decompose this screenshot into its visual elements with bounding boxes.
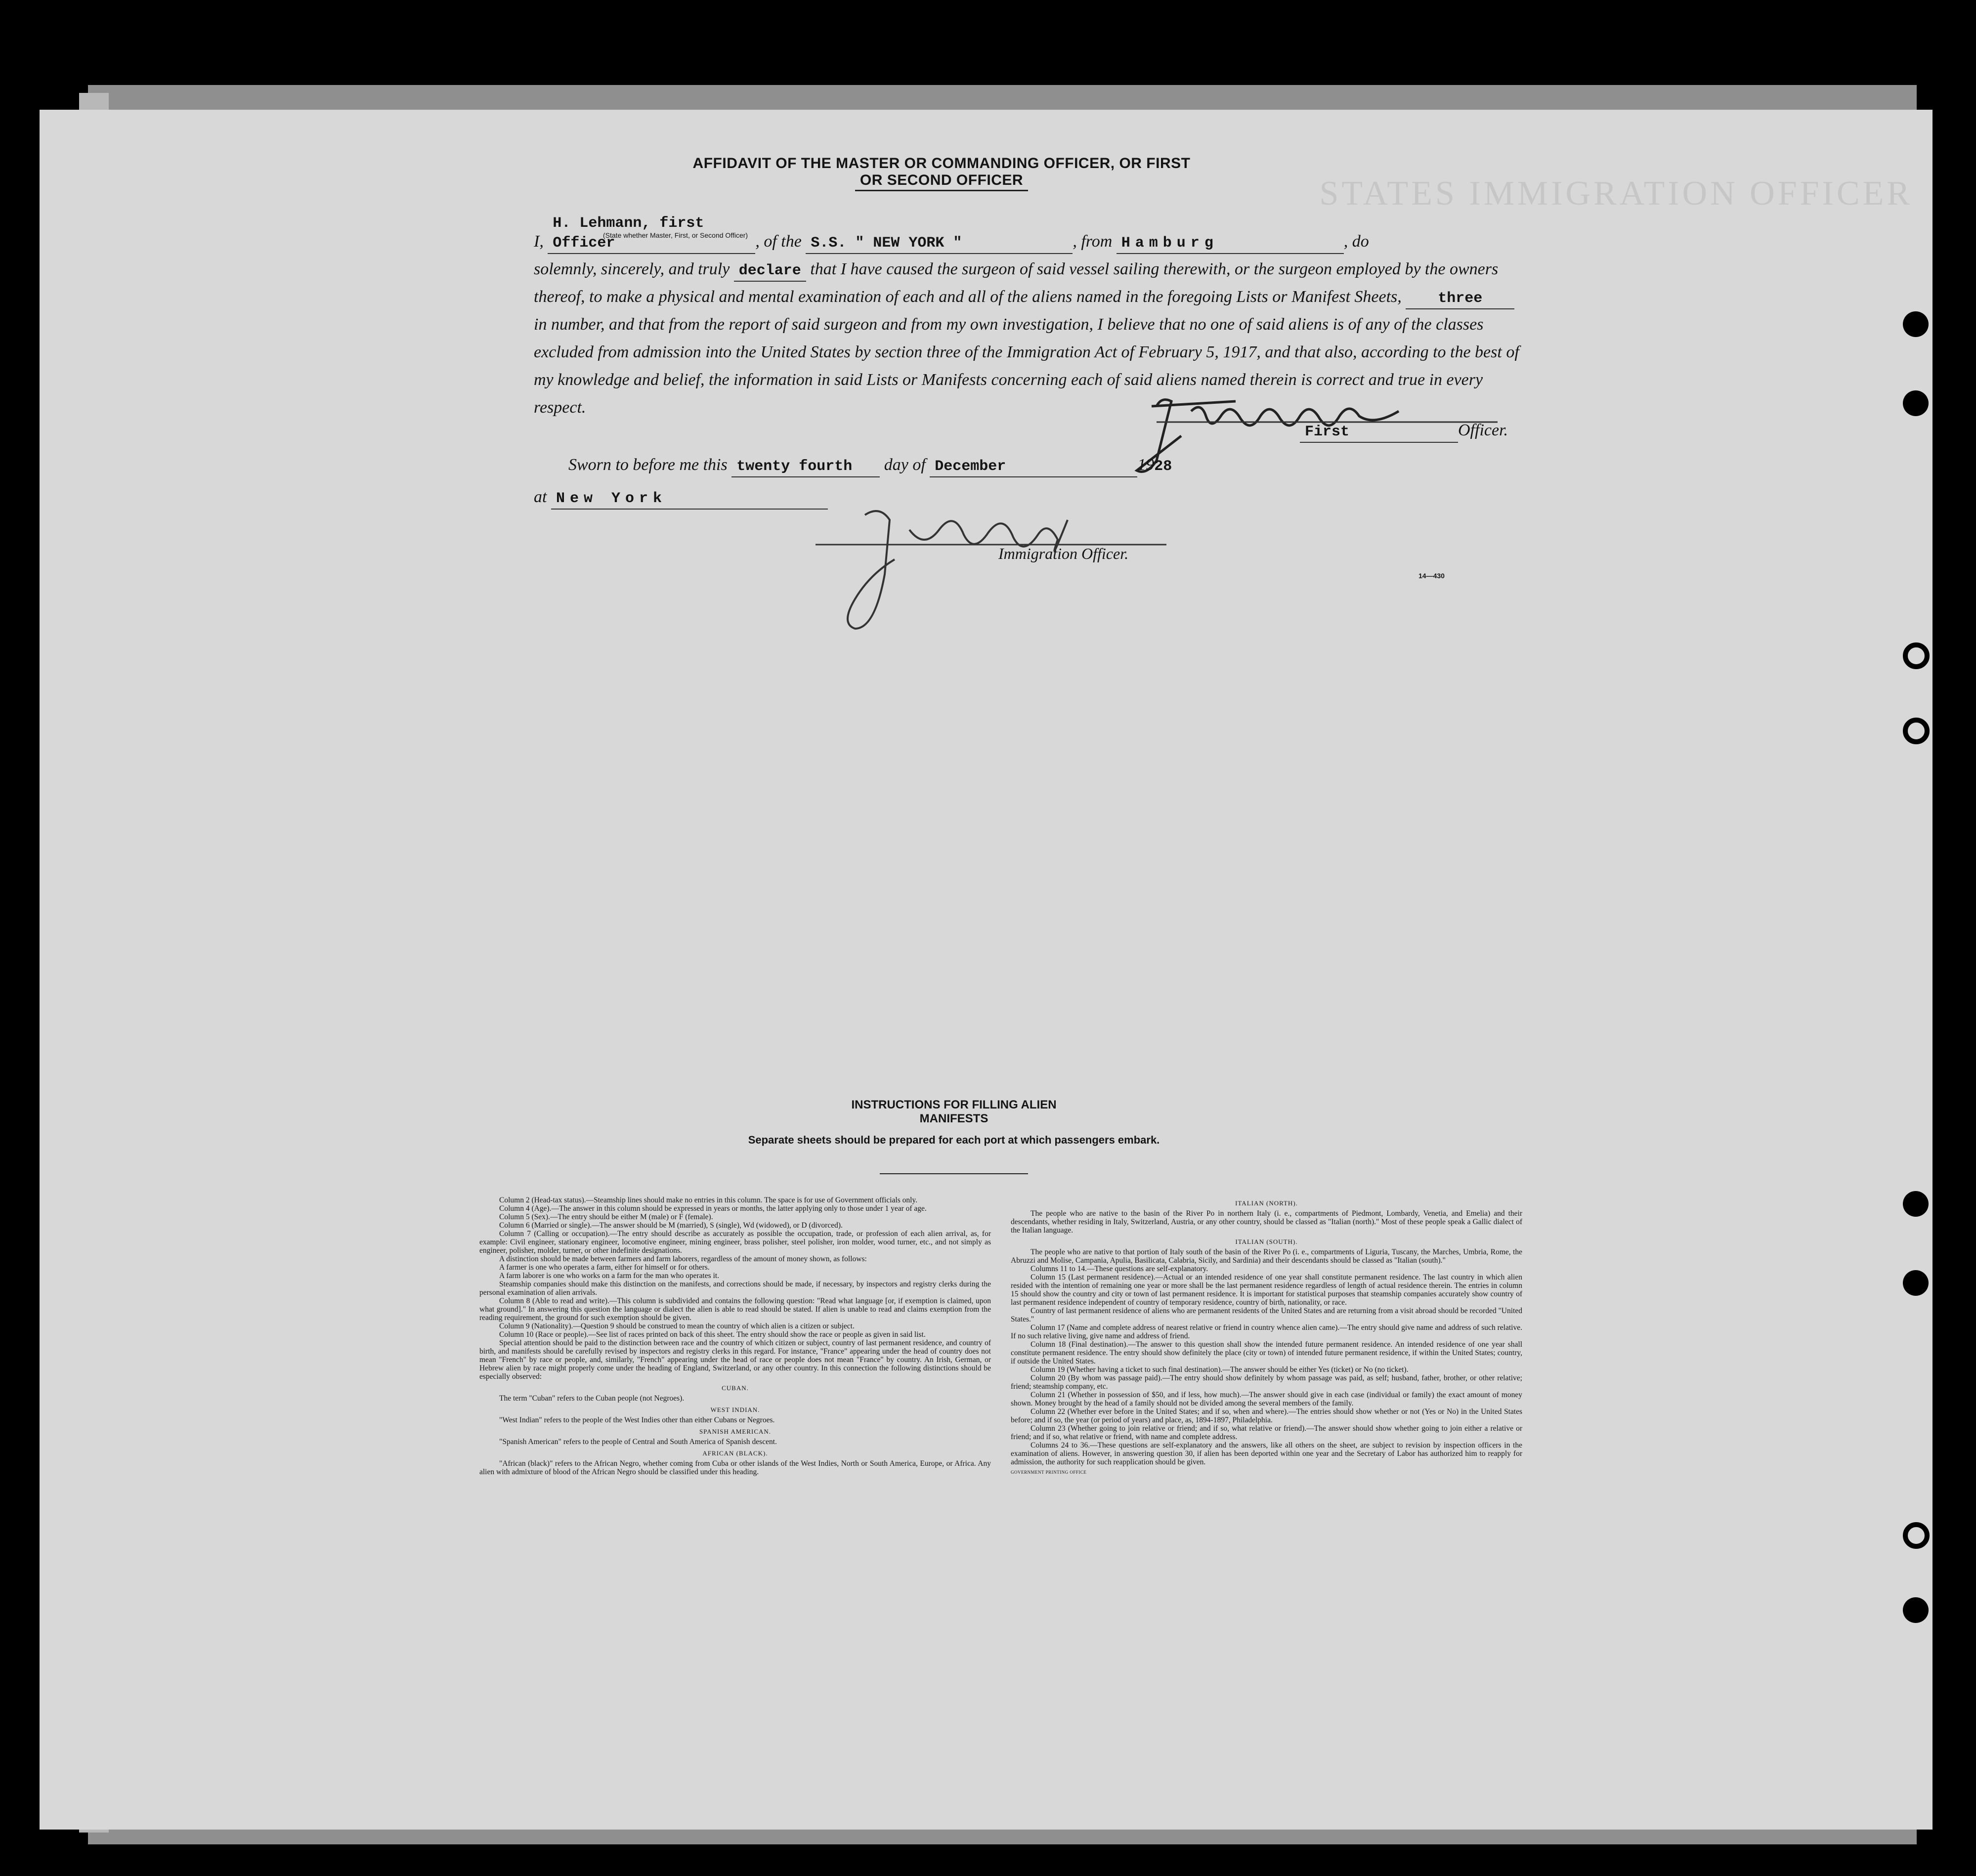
at-label: at [534,488,547,506]
instruction-paragraph: Column 18 (Final destination).—The answer to this question shall show the intended future permanent residence. An intended residence of one year shall constitute permanent residence. The entry should show definitely the place (city or town) of intended future permanent residence, if within the United States; country, if outside the United States. [1011,1340,1522,1365]
punch-hole [1903,1191,1929,1217]
section-heading: SPANISH AMERICAN. [699,1428,772,1435]
instruction-paragraph: Column 22 (Whether ever before in the United States; and if so, when and where).—The entries should show whether or not (Yes or No) in the United States before; and if so, the year (or period of years) and place, as, 1894-1897, Philadelphia. [1011,1407,1522,1424]
instruction-paragraph: The people who are native to that portion of Italy south of the basin of the River Po (i. e., compartments of Liguria, Tuscany, the Marches, Umbria, Rome, the Abruzzi and Molise, Campania, Apulia, Basilicata, Calabria, Sicily, and Sardinia) and their descendants should be classed as "Italian (south)." [1011,1248,1522,1265]
section-heading: ITALIAN (SOUTH). [1235,1238,1298,1245]
text-from: , from [1073,232,1113,251]
bleed-through-text: STATES IMMIGRATION OFFICER [1319,174,1913,213]
instruction-paragraph: Column 8 (Able to read and write).—This column is subdivided and contains the following question: "Read what language [or, if exemption is claimed, upon what ground]." In answering this question the language or dialect the alien is able to read should be stated. If alien is unable to read and claims exemption from the reading requirement, the ground for such exemption should be given. [479,1297,991,1322]
section-heading: ITALIAN (NORTH). [1235,1199,1298,1207]
text-solemnly: solemnly, sincerely, and truly [534,260,730,278]
immigration-officer-label: Immigration Officer. [998,545,1129,562]
punch-hole [1903,311,1929,337]
instruction-paragraph: Column 23 (Whether going to join relative or friend; and if so, what relative or friend).—The answer should show whether going to join either a relative or friend; and if so, what relative or friend, with name and complete address. [1011,1424,1522,1441]
instruction-paragraph: Column 15 (Last permanent residence).—Actual or an intended residence of one year shall constitute permanent residence. The last country in which alien resided with the intention of remaining one year or more shall be the last permanent residence regardless of length of actual residence therein. The entries in column 15 should show the country and city or town of last permanent residence. It is important for statistical purposes that steamship companies accurately show country of last permanent residence independent of country of temporary residence, country of birth, nationality, or race. [1011,1273,1522,1307]
port-field: Hamburg [1117,233,1344,254]
affidavit-title: AFFIDAVIT OF THE MASTER OR COMMANDING OFFICER, OR FIRST OR SECOND OFFICER [692,155,1191,188]
instruction-paragraph: Column 6 (Married or single).—The answer should be M (married), S (single), Wd (widowed), or D (divorced). [499,1221,843,1230]
instruction-paragraph: The term "Cuban" refers to the Cuban people (not Negroes). [499,1394,685,1403]
instruction-paragraph: Column 17 (Name and complete address of nearest relative or friend in country whence alien came).—The entry should give name and address of such relative. If no such relative living, give name and address of friend. [1011,1323,1522,1340]
instruction-paragraph: Column 2 (Head-tax status).—Steamship lines should make no entries in this column. The space is for use of Government officials only. [499,1196,918,1204]
at-line [534,488,828,510]
instruction-paragraph: Columns 24 to 36.—These questions are self-explanatory and the answers, like all others on the sheet, are subject to revision by inspection officers in the examination of aliens. However, in answering question 30, if alien has been deported within one year and the Secretary of Labor has authorized him to reapply for admission, the authority for such reapplication should be given. [1011,1441,1522,1466]
sworn-month-field: December [930,457,1137,477]
instruction-paragraph: Column 4 (Age).—The answer in this column should be expressed in years or months, the latter applying only to those under 1 year of age. [499,1204,927,1213]
punch-hole [1903,1522,1930,1549]
printer-imprint: GOVERNMENT PRINTING OFFICE [1011,1470,1087,1475]
instruction-paragraph: Column 7 (Calling or occupation).—The entry should describe as accurately as possible the occupation, trade, or profession of each alien arrival, as, for example: Civil engineer, stationary engineer, locomotive engineer, mining engineer, brass polisher, steel polisher, iron molder, wood turner, etc., and not simply as engineer, polisher, molder, turner, or other indefinite designations. [479,1230,991,1255]
form-number: 14—430 [1418,572,1445,580]
sworn-prefix: Sworn to before me this [568,456,728,474]
immigration-officer-signature [811,500,1166,639]
vessel-name-field: S.S. " NEW YORK " [806,233,1073,254]
sworn-line [568,456,1172,477]
instruction-paragraph: Steamship companies should make this distinction on the manifests, and corrections should be made, if necessary, by inspectors and registry clerks during the personal examination of alien arrivals. [479,1280,991,1297]
section-heading: WEST INDIAN. [710,1406,760,1413]
instruction-paragraph: A farm laborer is one who works on a farm for the man who operates it. [499,1272,720,1280]
sheets-count-field: three [1406,289,1514,309]
punch-hole [1903,1270,1929,1296]
section-heading: CUBAN. [722,1384,749,1392]
officer-rank-field: First [1300,422,1458,443]
instructions-rule [880,1173,1028,1174]
instruction-paragraph: Column 5 (Sex).—The entry should be either M (male) or F (female). [499,1213,713,1221]
instruction-paragraph: Column 21 (Whether in possession of $50, and if less, how much).—The answer should give in each case (individual or family) the exact amount of money shown. Money brought by the head of a family should not be divided among the several members of the family. [1011,1391,1522,1407]
instruction-paragraph: A distinction should be made between farmers and farm laborers, regardless of the amount of money shown, as follows: [499,1255,867,1263]
instruction-paragraph: "Spanish American" refers to the people of Central and South America of Spanish descent. [499,1438,777,1446]
officer-suffix: Officer. [1458,421,1508,439]
punch-hole [1903,718,1930,744]
rank-hint: (State whether Master, First, or Second Officer) [603,231,748,239]
officer-rank-line [1300,421,1508,443]
officer-name-field: H. Lehmann, first Officer [548,213,755,254]
instructions-subtitle: Separate sheets should be prepared for each port at which passengers embark. [748,1134,1160,1146]
instruction-paragraph: A farmer is one who operates a farm, either for himself or for others. [499,1263,710,1272]
text-do: , do [1343,232,1369,251]
punch-hole [1903,390,1929,416]
sworn-day-field: twenty fourth [731,457,880,477]
sworn-year: 19 [1137,456,1155,474]
affidavit-text-2: in number, and that from the report of said surgeon and from my own investigation, I believe that no one of said aliens is of any of the classes excluded from admission into the United States by section three of the Immigration Act of February 5, 1917, and that also, according to the best of my knowledge and belief, the information in said Lists or Manifests concerning each of said aliens named therein is correct and true in every respect. [534,315,1519,417]
affidavit-text-1: that I have caused the surgeon of said vessel sailing therewith, or the surgeon employed by the owners thereof, to make a physical and mental examination of each and all of the aliens named in the foregoing Lists or Manifest Sheets, [534,260,1499,306]
instruction-paragraph: Column 10 (Race or people).—See list of races printed on back of this sheet. The entry should show the race or people as given in said list. [499,1330,926,1339]
manifest-back-page [40,110,1933,1830]
text-of-the: , of the [755,232,802,251]
instruction-paragraph: Column 9 (Nationality).—Question 9 should be construed to mean the country of which alien is a citizen or subject. [499,1322,855,1330]
declare-field: declare [734,261,806,282]
sworn-year-filled: 28 [1154,458,1172,475]
instruction-paragraph: Country of last permanent residence of aliens who are permanent residents of the United States and are returning from a visit abroad should be recorded "United States." [1011,1307,1522,1323]
text-i: I, [534,232,544,251]
instruction-paragraph: Column 20 (By whom was passage paid).—The entry should show definitely by whom passage was paid, as self; husband, father, brother, or other relative; friend; steamship company, etc. [1011,1374,1522,1391]
instruction-paragraph: Columns 11 to 14.—These questions are self-explanatory. [1031,1265,1208,1273]
at-place-field: New York [551,489,828,510]
title-rule [855,190,1028,191]
instruction-paragraph: Column 19 (Whether having a ticket to such final destination).—The answer should be either Yes (ticket) or No (no ticket). [1031,1365,1409,1374]
punch-hole [1903,1597,1929,1623]
punch-hole [1903,642,1930,669]
instructions-right-column [1011,1196,1522,1477]
instruction-paragraph: "African (black)" refers to the African Negro, whether coming from Cuba or other islands of the West Indies, North or South America, Europe, or Africa. Any alien with admixture of blood of the African Negro should be classified under this heading. [479,1459,991,1476]
instruction-paragraph: The people who are native to the basin of the River Po in northern Italy (i. e., compartments of Piedmont, Lombardy, Venetia, and Emelia) and their descendants, whether residing in Italy, Switzerland, Austria, or any other country, should be classed as "Italian (north)." Most of these people speak a Gallic dialect of the Italian language. [1011,1209,1522,1235]
instruction-paragraph: "West Indian" refers to the people of the West Indies other than either Cubans or Negroes. [499,1416,775,1424]
instruction-paragraph: Special attention should be paid to the distinction between race and the country of which citizen or subject, country of last permanent residence, and country of birth, and manifests should be carefully revised by inspectors and registry clerks in this regard. For instance, "France" appearing under the head of country does not mean "French" by race or people, and, similarly, "French" appearing under the head of race or people does not mean "France" by country. An Irish, German, or Hebrew alien by race might properly come under the heading of England, Switzerland, or any other country. In this connection the following distinctions should be especially observed: [479,1339,991,1381]
instructions-title: INSTRUCTIONS FOR FILLING ALIEN MANIFESTS [851,1098,1057,1125]
day-of: day of [884,456,926,474]
section-heading: AFRICAN (BLACK). [702,1450,768,1457]
instructions-left-column [479,1196,991,1476]
